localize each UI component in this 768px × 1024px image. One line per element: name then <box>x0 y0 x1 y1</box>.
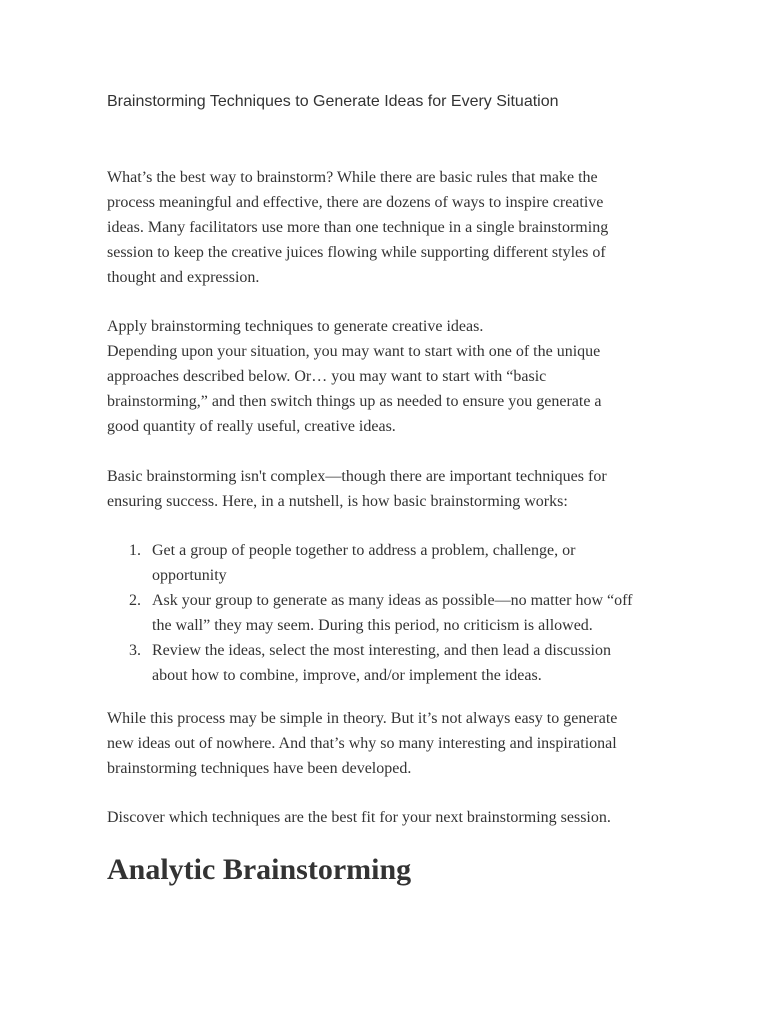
text-line: Get a group of people together to address a problem, challenge, or <box>152 542 576 559</box>
document-title: Brainstorming Techniques to Generate Ideas for Every Situation <box>107 93 559 110</box>
apply-paragraph <box>107 314 667 439</box>
list-number: 2. <box>129 592 141 609</box>
steps-list <box>107 538 667 688</box>
text-line: brainstorming techniques have been developed. <box>107 760 412 777</box>
text-line: ideas. Many facilitators use more than one technique in a single brainstorming <box>107 219 609 236</box>
text-line: process meaningful and effective, there are dozens of ways to inspire creative <box>107 194 604 211</box>
text-line: Apply brainstorming techniques to generate creative ideas. <box>107 318 484 335</box>
text-line: the wall” they may seem. During this period, no criticism is allowed. <box>152 617 593 634</box>
section-heading: Analytic Brainstorming <box>107 853 412 886</box>
text-line: Discover which techniques are the best fit for your next brainstorming session. <box>107 809 611 826</box>
text-line: brainstorming,” and then switch things up as needed to ensure you generate a <box>107 393 602 410</box>
text-line: Ask your group to generate as many ideas as possible—no matter how “off <box>152 592 633 609</box>
text-line: good quantity of really useful, creative ideas. <box>107 418 396 435</box>
process-paragraph <box>107 706 667 781</box>
list-item <box>107 638 667 688</box>
text-line: ensuring success. Here, in a nutshell, is how basic brainstorming works: <box>107 493 568 510</box>
basic-paragraph <box>107 464 667 514</box>
list-item <box>107 588 667 638</box>
list-number: 3. <box>129 642 141 659</box>
text-line: Basic brainstorming isn't complex—though there are important techniques for <box>107 468 607 485</box>
discover-paragraph <box>107 805 667 830</box>
text-line: new ideas out of nowhere. And that’s why so many interesting and inspirational <box>107 735 617 752</box>
text-line: While this process may be simple in theory. But it’s not always easy to generate <box>107 710 618 727</box>
text-line: about how to combine, improve, and/or implement the ideas. <box>152 667 542 684</box>
text-line: thought and expression. <box>107 269 260 286</box>
text-line: Depending upon your situation, you may want to start with one of the unique <box>107 343 601 360</box>
text-line: session to keep the creative juices flowing while supporting different styles of <box>107 244 606 261</box>
text-line: opportunity <box>152 567 227 584</box>
text-line: What’s the best way to brainstorm? While there are basic rules that make the <box>107 169 598 186</box>
text-line: Review the ideas, select the most interesting, and then lead a discussion <box>152 642 611 659</box>
intro-paragraph <box>107 165 667 290</box>
list-item <box>107 538 667 588</box>
list-number: 1. <box>129 542 141 559</box>
text-line: approaches described below. Or… you may want to start with “basic <box>107 368 547 385</box>
